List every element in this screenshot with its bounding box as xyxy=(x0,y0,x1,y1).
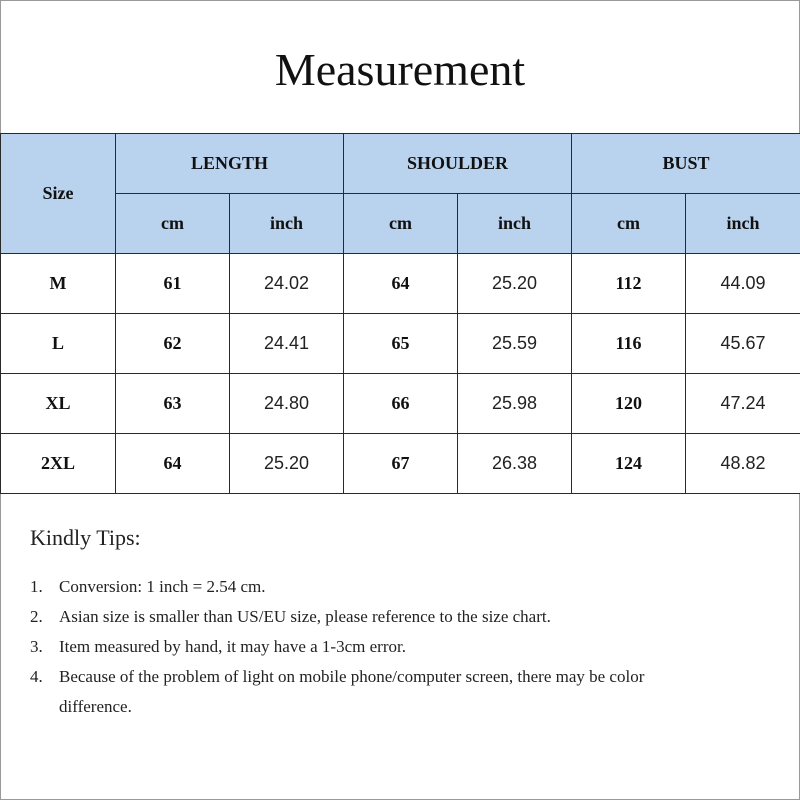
bust-cm-cell: 116 xyxy=(572,314,686,374)
tip-text: Conversion: 1 inch = 2.54 cm. xyxy=(59,577,266,596)
shoulder-inch-header: inch xyxy=(458,194,572,254)
kindly-tips-section xyxy=(30,522,770,722)
tip-number: 4. xyxy=(30,667,43,686)
shoulder-cm-cell: 66 xyxy=(344,374,458,434)
bust-header: BUST xyxy=(572,134,800,194)
size-column-header: Size xyxy=(1,134,116,254)
tip-text: Because of the problem of light on mobile phone/computer screen, there may be color difference. xyxy=(59,667,645,716)
shoulder-cm-cell: 67 xyxy=(344,434,458,494)
shoulder-cm-cell: 64 xyxy=(344,254,458,314)
list-item xyxy=(30,602,770,632)
length-cm-header: cm xyxy=(116,194,230,254)
table-row xyxy=(1,434,800,494)
length-cm-cell: 62 xyxy=(116,314,230,374)
bust-cm-header: cm xyxy=(572,194,686,254)
shoulder-cm-header: cm xyxy=(344,194,458,254)
table-row xyxy=(1,374,800,434)
size-cell: L xyxy=(1,314,116,374)
size-cell: M xyxy=(1,254,116,314)
list-item xyxy=(30,662,770,722)
tip-text: Item measured by hand, it may have a 1-3cm error. xyxy=(59,637,406,656)
tips-heading: Kindly Tips: xyxy=(30,525,141,550)
table-group-header-row xyxy=(1,134,800,194)
bust-inch-cell: 45.67 xyxy=(686,314,800,374)
table-unit-header-row xyxy=(1,194,800,254)
shoulder-cm-cell: 65 xyxy=(344,314,458,374)
length-cm-cell: 63 xyxy=(116,374,230,434)
shoulder-inch-cell: 26.38 xyxy=(458,434,572,494)
shoulder-inch-cell: 25.98 xyxy=(458,374,572,434)
bust-cm-cell: 120 xyxy=(572,374,686,434)
size-cell: XL xyxy=(1,374,116,434)
bust-inch-cell: 44.09 xyxy=(686,254,800,314)
length-inch-cell: 24.02 xyxy=(230,254,344,314)
bust-inch-cell: 47.24 xyxy=(686,374,800,434)
length-inch-cell: 24.41 xyxy=(230,314,344,374)
tips-list xyxy=(30,572,770,722)
length-cm-cell: 61 xyxy=(116,254,230,314)
length-inch-cell: 24.80 xyxy=(230,374,344,434)
length-inch-cell: 25.20 xyxy=(230,434,344,494)
size-chart-table xyxy=(0,133,800,494)
table-row xyxy=(1,254,800,314)
size-cell: 2XL xyxy=(1,434,116,494)
bust-cm-cell: 112 xyxy=(572,254,686,314)
bust-inch-cell: 48.82 xyxy=(686,434,800,494)
tip-number: 1. xyxy=(30,577,43,596)
tip-number: 2. xyxy=(30,607,43,626)
tip-text: Asian size is smaller than US/EU size, please reference to the size chart. xyxy=(59,607,551,626)
length-inch-header: inch xyxy=(230,194,344,254)
bust-inch-header: inch xyxy=(686,194,800,254)
shoulder-header: SHOULDER xyxy=(344,134,572,194)
shoulder-inch-cell: 25.20 xyxy=(458,254,572,314)
tip-number: 3. xyxy=(30,637,43,656)
table-row xyxy=(1,314,800,374)
length-cm-cell: 64 xyxy=(116,434,230,494)
page-title: Measurement xyxy=(274,44,526,95)
list-item xyxy=(30,572,770,602)
shoulder-inch-cell: 25.59 xyxy=(458,314,572,374)
bust-cm-cell: 124 xyxy=(572,434,686,494)
list-item xyxy=(30,632,770,662)
length-header: LENGTH xyxy=(116,134,344,194)
